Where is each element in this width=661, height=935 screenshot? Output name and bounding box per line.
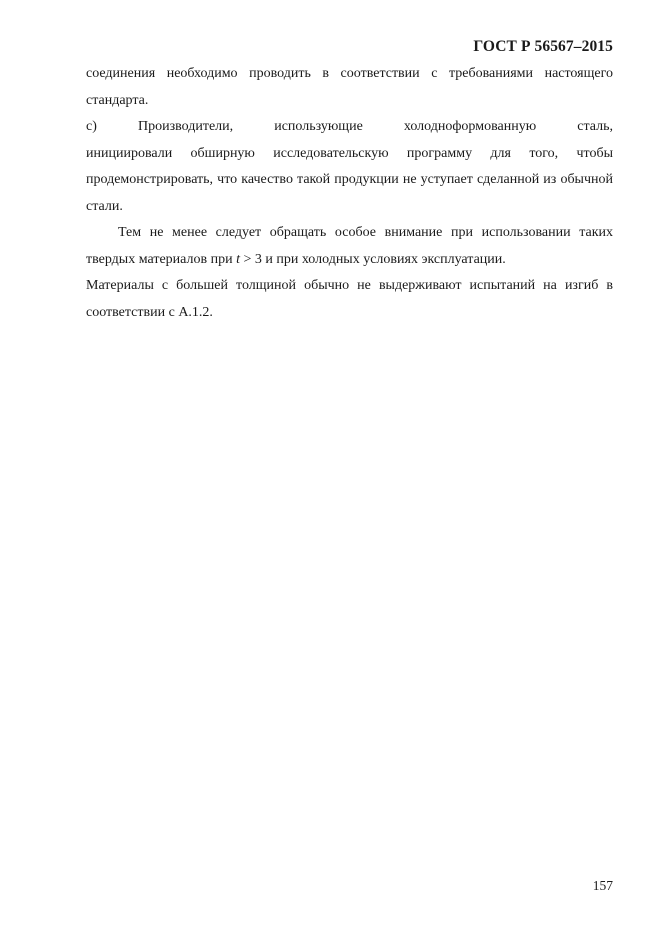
list-item-c-continuation: инициировали обширную исследовательскую программу для того, чтобы продемонстрировать, что качество такой продукции не уступает сделанной из обычной стали. (86, 145, 613, 214)
list-marker: c) (86, 119, 97, 134)
paragraph-hard-materials (86, 220, 613, 273)
paragraph-continuation: соединения необходимо проводить в соответствии с требованиями настоящего стандарта. (86, 66, 613, 108)
paragraph-thickness: Материалы с большей толщиной обычно не выдерживают испытаний на изгиб в соответствии с А.1.2. (86, 278, 613, 320)
paragraph-text: > 3 и при холодных условиях эксплуатации. (239, 251, 506, 267)
page-number: 157 (592, 878, 613, 893)
list-word: сталь, (577, 119, 613, 134)
list-word: Производители, (137, 119, 234, 134)
document-body (86, 61, 613, 326)
list-word: холодноформованную (403, 119, 537, 134)
list-word: использующие (274, 119, 363, 134)
variable-t: t (236, 251, 240, 267)
paragraph-text: Тем не менее следует обращать особое внимание при использовании таких твердых материалов при (86, 225, 613, 267)
list-item-c (86, 114, 613, 141)
document-code: ГОСТ Р 56567–2015 (473, 38, 613, 55)
